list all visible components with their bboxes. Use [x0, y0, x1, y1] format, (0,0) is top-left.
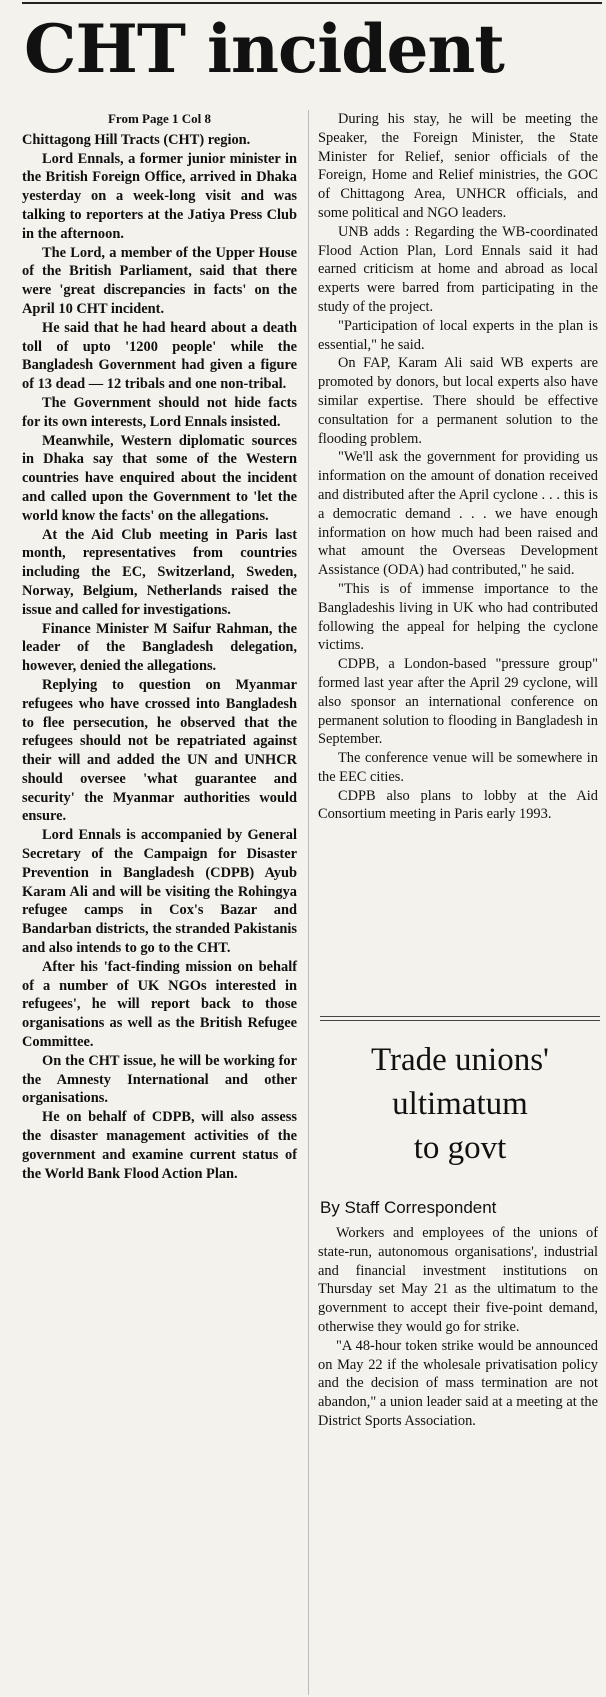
story-separator-bottom [320, 1020, 600, 1021]
article-paragraph: During his stay, he will be meeting the Speaker, the Foreign Minister, the State Minister for Relief, senior officials of the Foreign, Home and Relief ministries, the GOC of Chittagong Area, UNHCR officials, and some political and NGO leaders. [318, 111, 598, 221]
article-paragraph: CDPB, a London-based "pressure group" formed last year after the April 29 cyclone, will also sponsor an international conference on permanent solution to flooding in Bangladesh in September. [318, 656, 598, 748]
top-rule [22, 2, 602, 4]
article-paragraph: "Participation of local experts in the plan is essential," he said. [318, 317, 598, 353]
article-paragraph: He on behalf of CDPB, will also assess the disaster management activities of the government and examine current status of the World Bank Flood Action Plan. [22, 1109, 297, 1182]
article-paragraph: CDPB also plans to lobby at the Aid Consortium meeting in Paris early 1993. [318, 787, 598, 823]
column-divider [308, 110, 309, 1695]
byline: By Staff Correspondent [320, 1198, 497, 1217]
second-story-body [318, 1224, 598, 1431]
story-separator-top [320, 1016, 600, 1017]
article-paragraph: "We'll ask the government for providing us information on the amount of donation received and distributed after the April cyclone . . . this is a democratic demand . . . we have enough information on how much had been raised and what amount the Overseas Development Assistance (ODA) had contributed," he said. [318, 449, 598, 579]
article-paragraph: Finance Minister M Saifur Rahman, the leader of the Bangladesh delegation, however, denied the allegations. [22, 620, 297, 675]
article-paragraph: UNB adds : Regarding the WB-coordinated Flood Action Plan, Lord Ennals said it had earned criticism at home and abroad as local experts were barred from participating in the study of the project. [318, 223, 598, 315]
article-paragraph: Lord Ennals, a former junior minister in the British Foreign Office, arrived in Dhaka yesterday on a week-long visit and was talking to reporters at the Jatiya Press Club in the afternoon. [22, 150, 297, 242]
article-paragraph: He said that he had heard about a death toll of upto '1200 people' while the Bangladesh Government had given a figure of 13 dead — 12 tribals and one non-tribal. [22, 319, 297, 393]
page-headline: CHT incident [24, 10, 504, 88]
article-paragraph: Replying to question on Myanmar refugees who have crossed into Bangladesh to flee persecution, he observed that the refugees should not be repatriated against their will and added the UN and UNHCR should oversee 'what guarantee and security' the Myanmar authorities would ensure. [22, 676, 297, 825]
article-paragraph: Chittagong Hill Tracts (CHT) region. [22, 131, 251, 148]
headline-line: Trade unions' [371, 1042, 549, 1078]
headline-line: ultimatum [392, 1086, 528, 1122]
article-paragraph: The conference venue will be somewhere in the EEC cities. [318, 750, 598, 785]
article-paragraph: On FAP, Karam Ali said WB experts are promoted by donors, but local experts also have similar expertise. There should be effective consultation for a permanent solution to the flooding problem. [318, 355, 598, 447]
article-paragraph: Meanwhile, Western diplomatic sources in Dhaka say that some of the Western countries have enquired about the incident and called upon the Government to 'let the world know the facts' on the allegations. [22, 432, 297, 524]
article-paragraph: Workers and employees of the unions of state-run, autonomous organisations', industrial and financial investment institutions on Thursday set May 21 as the ultimatum to the government to accept their five-point demand, otherwise they would go for strike. [318, 1225, 598, 1335]
second-story-headline [320, 1038, 600, 1170]
article-paragraph: The Government should not hide facts for its own interests, Lord Ennals insisted. [22, 394, 297, 430]
article-paragraph: After his 'fact-finding mission on behalf of a number of UK NGOs interested in refugees', he will report back to those organisations as well as the British Refugee Committee. [22, 958, 297, 1051]
continuation-note: From Page 1 Col 8 [107, 111, 212, 126]
article-paragraph: "This is of immense importance to the Bangladeshis living in UK who had contributed following the appeal for helping the cyclone victims. [318, 580, 598, 654]
article-paragraph: At the Aid Club meeting in Paris last month, representatives from countries including the EC, Switzerland, Sweden, Norway, Belgium, Netherlands raised the issue and called for investigations. [22, 526, 297, 618]
article-paragraph: The Lord, a member of the Upper House of the British Parliament, said that there were 'great discrepancies in facts' on the April 10 CHT incident. [22, 244, 297, 317]
headline-line: to govt [413, 1130, 507, 1166]
article-paragraph: On the CHT issue, he will be working for the Amnesty International and other organisations. [22, 1052, 297, 1107]
article-paragraph: Lord Ennals is accompanied by General Secretary of the Campaign for Disaster Prevention in Bangladesh (CDPB) Ayub Karam Ali and will be visiting the Rohingya refugee camps in Cox's Bazar and Bandarban districts, the stranded Pakistanis and also intends to go to the CHT. [22, 827, 297, 957]
right-column [318, 110, 598, 824]
article-paragraph: "A 48-hour token strike would be announced on May 22 if the wholesale privatisation policy and the decision of mass termination are not abandon," a union leader said at a meeting at the District Sports Association. [318, 1337, 598, 1429]
left-column [22, 110, 297, 1183]
